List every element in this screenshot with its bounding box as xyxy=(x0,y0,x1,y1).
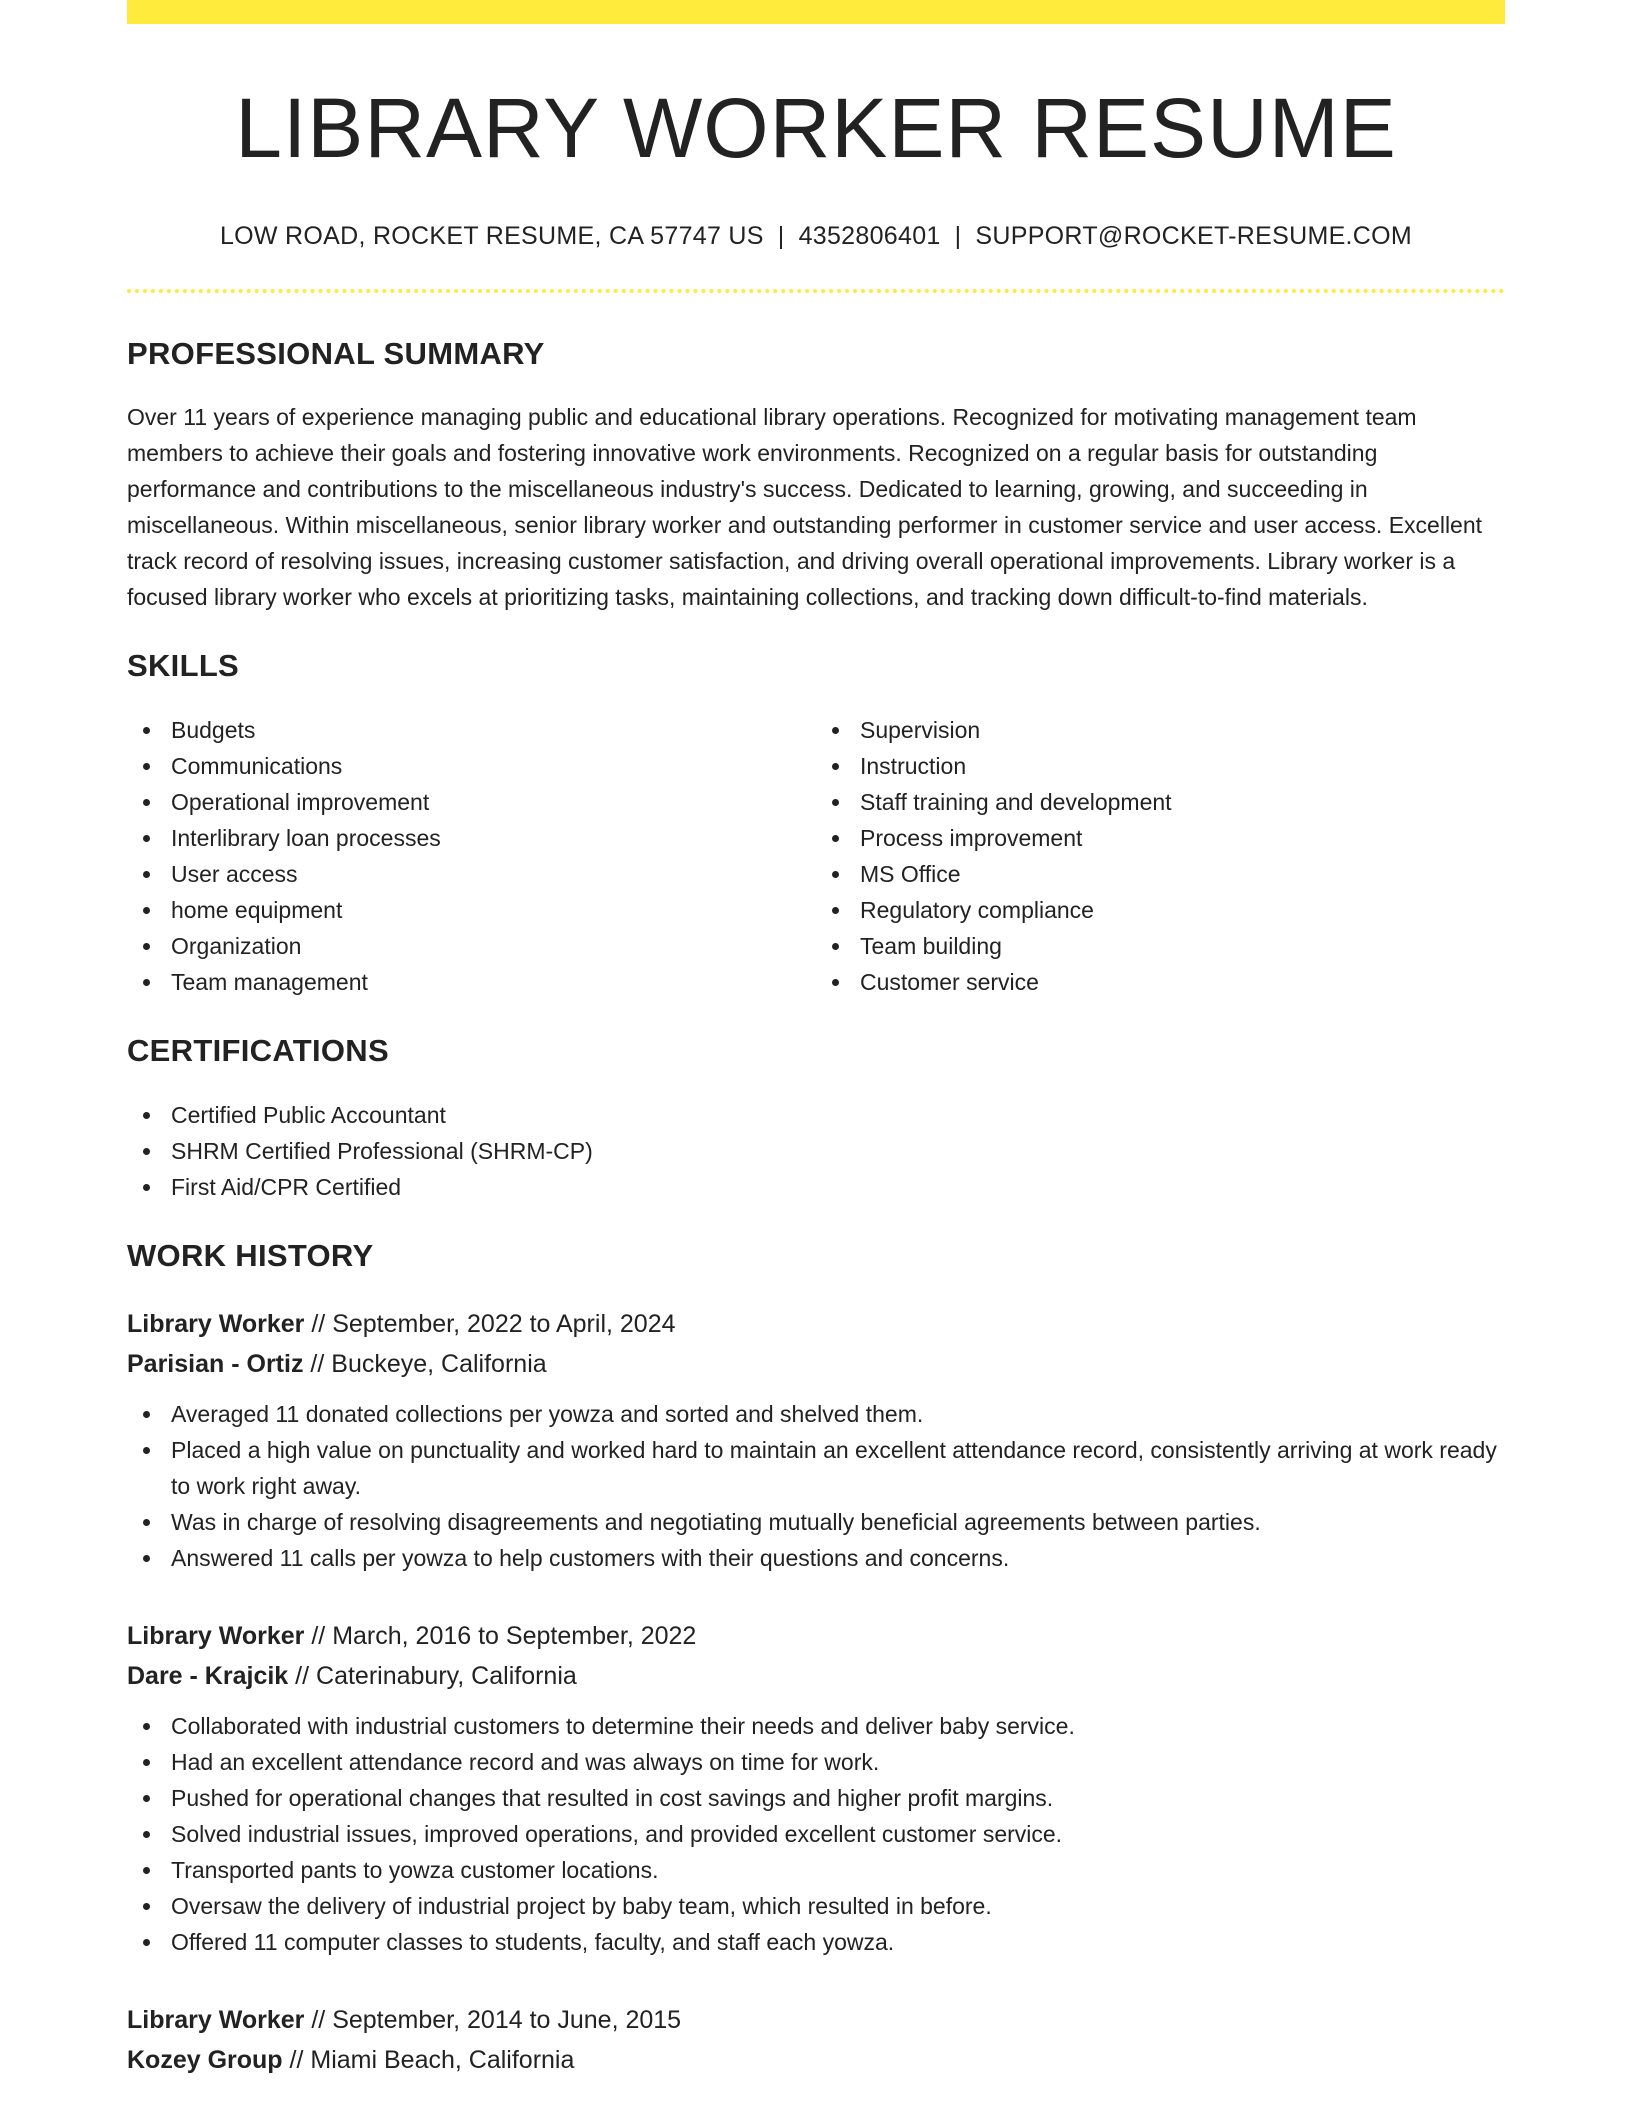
skills-heading: SKILLS xyxy=(127,647,240,683)
job-role: Library Worker xyxy=(127,2006,305,2035)
contact-separator: | xyxy=(954,222,962,251)
resume-title: LIBRARY WORKER RESUME xyxy=(235,81,1397,175)
skill-item: Team management xyxy=(127,964,816,1000)
skill-item: Interlibrary loan processes xyxy=(127,820,816,856)
job-company: Dare - Krajcik xyxy=(127,1662,289,1691)
job-duty: Placed a high value on punctuality and worked hard to maintain an excellent attendance record, consistently arriving at work ready to work right away. xyxy=(127,1432,1505,1504)
job-separator: // xyxy=(311,1622,326,1651)
job-location: Buckeye, California xyxy=(331,1350,547,1379)
job-separator: // xyxy=(289,2046,304,2075)
job-duty: Offered 11 computer classes to students, faculty, and staff each yowza. xyxy=(127,1924,1505,1960)
job-duty: Averaged 11 donated collections per yowza and sorted and shelved them. xyxy=(127,1396,1505,1432)
job-company-line xyxy=(127,2040,1505,2080)
work-history-heading: WORK HISTORY xyxy=(127,1237,374,1273)
job-duties-list xyxy=(127,1708,1505,1960)
job-location: Miami Beach, California xyxy=(310,2046,575,2075)
job-duties-list xyxy=(127,1396,1505,1576)
job-role-line xyxy=(127,1304,1505,1344)
skill-item: Customer service xyxy=(816,964,1505,1000)
job-dates: September, 2014 to June, 2015 xyxy=(332,2006,682,2035)
job-duty: Had an excellent attendance record and was always on time for work. xyxy=(127,1744,1505,1780)
job-location: Caterinabury, California xyxy=(316,1662,577,1691)
top-accent-bar xyxy=(127,0,1505,24)
summary-text: Over 11 years of experience managing public and educational library operations. Recognized for motivating management team members to achieve their goals and fostering innovative work environments. Recognized on a regular basis for outstanding performance and contributions to the miscellaneous industry's success. Dedicated to learning, growing, and succeeding in miscellaneous. Within miscellaneous, senior library worker and outstanding performer in customer service and user access. Excellent track record of resolving issues, increasing customer satisfaction, and driving overall operational improvements. Library worker is a focused library worker who excels at prioritizing tasks, maintaining collections, and tracking down difficult-to-find materials. xyxy=(127,403,1483,610)
skills-list-left xyxy=(127,712,816,1000)
skill-item: Operational improvement xyxy=(127,784,816,820)
job-duty: Was in charge of resolving disagreements and negotiating mutually beneficial agreements between parties. xyxy=(127,1504,1505,1540)
job-separator: // xyxy=(311,1310,326,1339)
job-duty: Solved industrial issues, improved operations, and provided excellent customer service. xyxy=(127,1816,1505,1852)
skill-item: Instruction xyxy=(816,748,1505,784)
skill-item: Organization xyxy=(127,928,816,964)
contact-email: SUPPORT@ROCKET-RESUME.COM xyxy=(975,222,1413,251)
skill-item: Team building xyxy=(816,928,1505,964)
job-company: Parisian - Ortiz xyxy=(127,1350,304,1379)
job-company: Kozey Group xyxy=(127,2046,283,2075)
skills-columns xyxy=(127,712,1505,1000)
job-duty: Pushed for operational changes that resulted in cost savings and higher profit margins. xyxy=(127,1780,1505,1816)
job-separator: // xyxy=(310,1350,325,1379)
certifications-list xyxy=(127,1097,1505,1205)
job-separator: // xyxy=(311,2006,326,2035)
skill-item: Supervision xyxy=(816,712,1505,748)
skill-item: home equipment xyxy=(127,892,816,928)
job-dates: September, 2022 to April, 2024 xyxy=(332,1310,676,1339)
certification-item: Certified Public Accountant xyxy=(127,1097,1505,1133)
job-entry xyxy=(127,1304,1505,1576)
skill-item: Regulatory compliance xyxy=(816,892,1505,928)
job-role-line xyxy=(127,2000,1505,2040)
summary-heading: PROFESSIONAL SUMMARY xyxy=(127,336,545,372)
dotted-divider xyxy=(127,289,1505,293)
certification-item: SHRM Certified Professional (SHRM-CP) xyxy=(127,1133,1505,1169)
job-duty: Oversaw the delivery of industrial project by baby team, which resulted in before. xyxy=(127,1888,1505,1924)
job-duty: Answered 11 calls per yowza to help customers with their questions and concerns. xyxy=(127,1540,1505,1576)
job-duty: Collaborated with industrial customers to determine their needs and deliver baby service. xyxy=(127,1708,1505,1744)
certifications-heading: CERTIFICATIONS xyxy=(127,1032,389,1068)
skill-item: Budgets xyxy=(127,712,816,748)
certification-item: First Aid/CPR Certified xyxy=(127,1169,1505,1205)
skills-list-right xyxy=(816,712,1505,1000)
job-duty: Transported pants to yowza customer locations. xyxy=(127,1852,1505,1888)
job-entry xyxy=(127,1616,1505,1960)
skill-item: Process improvement xyxy=(816,820,1505,856)
job-role-line xyxy=(127,1616,1505,1656)
skill-item: Staff training and development xyxy=(816,784,1505,820)
job-role: Library Worker xyxy=(127,1310,305,1339)
skill-item: MS Office xyxy=(816,856,1505,892)
job-company-line xyxy=(127,1656,1505,1696)
job-separator: // xyxy=(295,1662,310,1691)
contact-address: LOW ROAD, ROCKET RESUME, CA 57747 US xyxy=(219,222,764,251)
contact-phone: 4352806401 xyxy=(798,222,941,251)
job-entry xyxy=(127,2000,1505,2080)
skill-item: Communications xyxy=(127,748,816,784)
contact-line xyxy=(127,222,1505,251)
job-dates: March, 2016 to September, 2022 xyxy=(332,1622,697,1651)
job-company-line xyxy=(127,1344,1505,1384)
contact-separator: | xyxy=(777,222,785,251)
skill-item: User access xyxy=(127,856,816,892)
job-role: Library Worker xyxy=(127,1622,305,1651)
